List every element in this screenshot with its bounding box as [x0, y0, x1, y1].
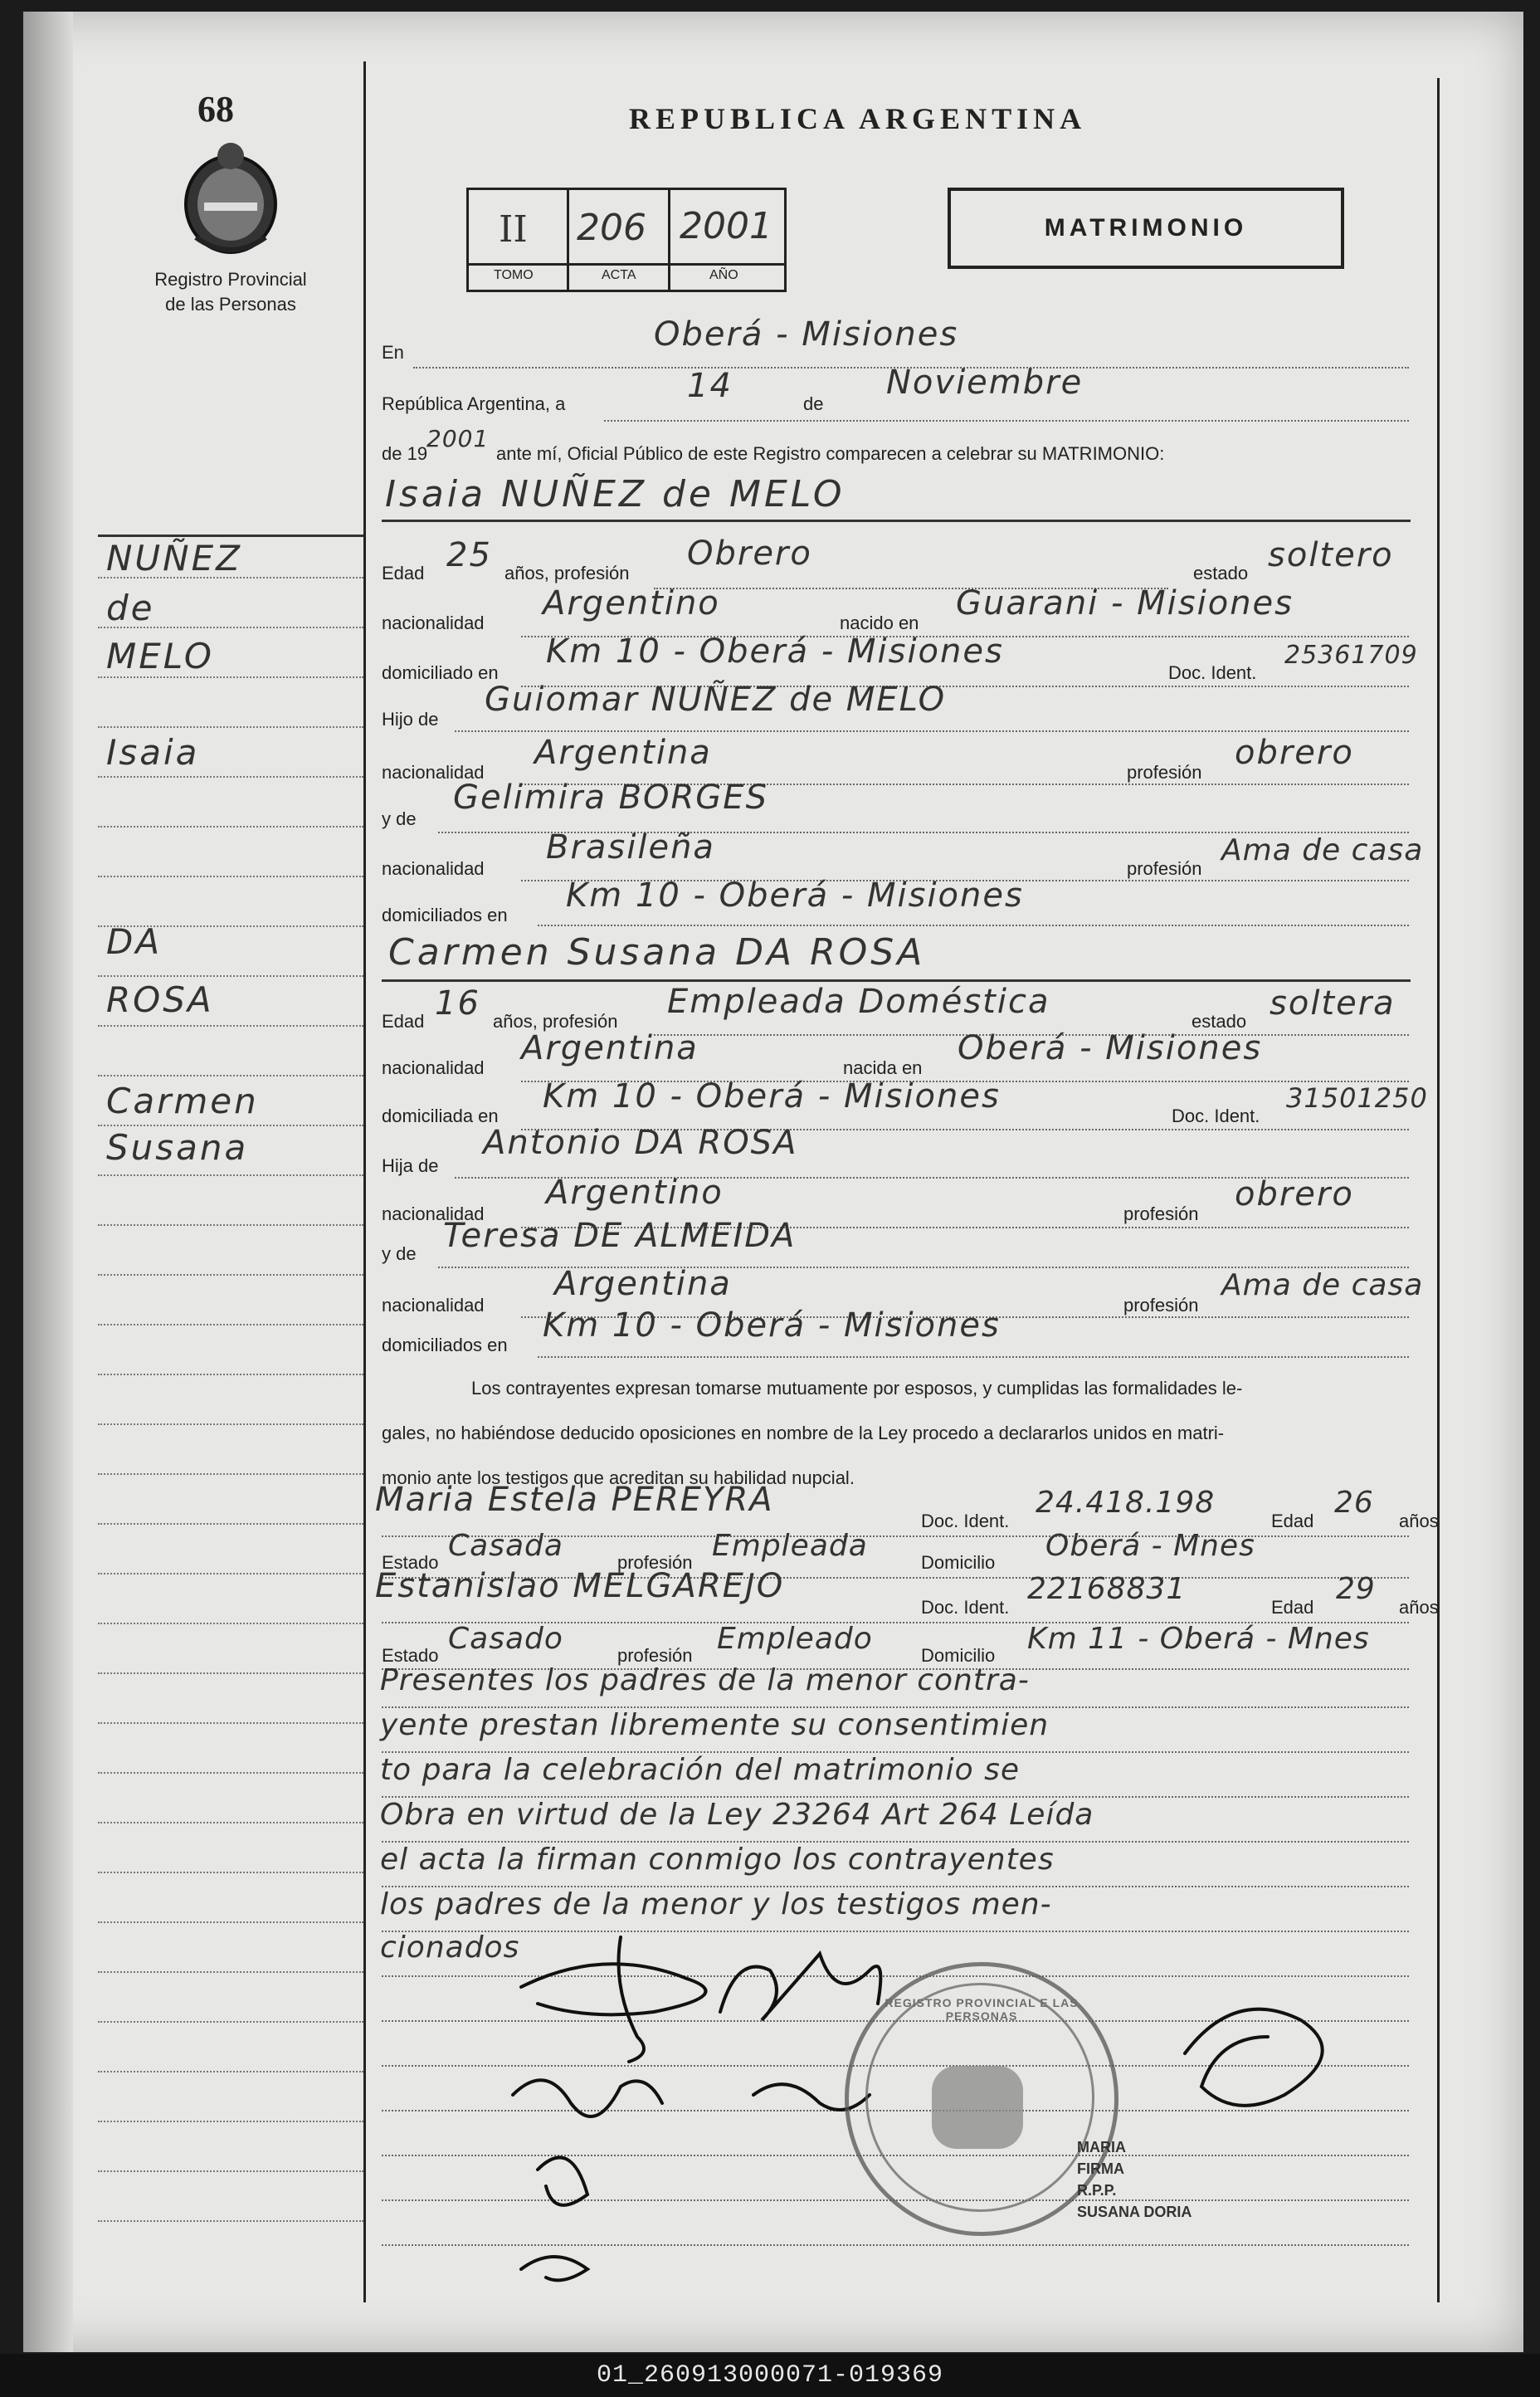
day-field: 14	[687, 367, 733, 405]
bride-doc-label: Doc. Ident.	[1172, 1106, 1260, 1126]
ano-label: AÑO	[709, 268, 738, 282]
bride-domiciliados-label: domiciliados en	[382, 1335, 508, 1355]
margin-bride-given1: Carmen	[106, 1081, 259, 1121]
month-field: Noviembre	[886, 364, 1084, 402]
witness2-profesion-label: profesión	[617, 1645, 693, 1666]
groom-domiciliado-label: domiciliado en	[382, 662, 499, 683]
witness1-estado: Casada	[448, 1529, 563, 1563]
groom-mother-profession: Ama de casa	[1221, 833, 1424, 867]
bride-hija-label: Hija de	[382, 1155, 439, 1176]
witness1-profesion-label: profesión	[617, 1552, 693, 1573]
witness2-anos-label: años	[1399, 1597, 1439, 1618]
groom-father-nationality: Argentina	[534, 734, 712, 772]
margin-groom-surname1: NUÑEZ	[106, 538, 242, 579]
notes-line5: el acta la firman conmigo los contrayentes	[380, 1843, 1055, 1877]
place-field: Oberá - Misiones	[654, 315, 959, 354]
bride-estado-label: estado	[1192, 1011, 1247, 1032]
witness2-estado: Casado	[448, 1622, 563, 1656]
groom-edad-label: Edad	[382, 563, 425, 583]
witness1-age: 26	[1334, 1486, 1374, 1520]
groom-father-nationality-label: nacionalidad	[382, 762, 485, 783]
groom-estado: soltero	[1268, 536, 1394, 574]
margin-bride-surname1: DA	[106, 921, 163, 962]
margin-bride-surname2: ROSA	[106, 979, 214, 1020]
bride-nacida-label: nacida en	[843, 1057, 923, 1078]
country-heading: REPUBLICA ARGENTINA	[629, 102, 1087, 135]
bride-doc: 31501250	[1286, 1082, 1428, 1114]
acta-label: ACTA	[602, 268, 636, 282]
stamp-ring-text: REGISTRO PROVINCIAL E LAS PERSONAS	[885, 1996, 1079, 2023]
bride-anos-profesion-label: años, profesión	[493, 1011, 618, 1032]
bride-edad-label: Edad	[382, 1011, 425, 1032]
bride-domiciliada-label: domiciliada en	[382, 1106, 499, 1126]
bride-mother-profession-label: profesión	[1123, 1295, 1199, 1316]
witness2-edad-label: Edad	[1271, 1597, 1314, 1618]
officer-line4: SUSANA DORIA	[1077, 2204, 1192, 2220]
groom-mother: Gelimira BORGES	[453, 779, 768, 817]
groom-nacido-label: nacido en	[840, 613, 919, 633]
notes-line2: yente prestan libremente su consentimien	[380, 1708, 1050, 1742]
margin-divider	[363, 61, 366, 2302]
witness1-name: Maria Estela PEREYRA	[375, 1481, 774, 1519]
groom-mother-nationality: Brasileña	[546, 828, 715, 867]
groom-profession: Obrero	[687, 535, 812, 573]
officer-signature-block	[1077, 2136, 1351, 2223]
groom-anos-profesion-label: años, profesión	[504, 563, 630, 583]
tomo-label: TOMO	[494, 268, 534, 282]
record-box	[466, 188, 787, 292]
de-label: de	[803, 393, 824, 414]
groom-nacionalidad-label: nacionalidad	[382, 613, 485, 633]
registry-line2: de las Personas	[165, 294, 296, 315]
notes-line3: to para la celebración del matrimonio se	[380, 1753, 1020, 1787]
witness1-address: Oberá - Mnes	[1045, 1529, 1255, 1563]
witness1-anos-label: años	[1399, 1511, 1439, 1531]
declaration-line3: monio ante los testigos que acreditan su habilidad nupcial.	[382, 1467, 855, 1488]
act-type-label: MATRIMONIO	[1044, 214, 1248, 242]
bride-address: Km 10 - Oberá - Misiones	[543, 1077, 1001, 1116]
witness1-doc: 24.418.198	[1036, 1486, 1216, 1520]
margin-groom-surname2: de	[106, 588, 155, 628]
bride-nationality: Argentina	[521, 1029, 699, 1067]
scan-reference: 01_260913000071-019369	[0, 2354, 1540, 2397]
tomo-value: II	[499, 208, 528, 251]
declaration-line2: gales, no habiéndose deducido oposiciones en nombre de la Ley procedo a declararlos unidos en matri-	[382, 1423, 1225, 1443]
bride-estado: soltera	[1270, 984, 1396, 1023]
margin-bride-given2: Susana	[106, 1127, 249, 1168]
groom-mother-nationality-label: nacionalidad	[382, 858, 485, 879]
notes-line6: los padres de la menor y los testigos men-	[380, 1887, 1052, 1921]
margin-groom-given: Isaia	[106, 732, 200, 773]
groom-nationality: Argentino	[543, 584, 720, 622]
bride-father-nationality: Argentino	[546, 1174, 724, 1212]
bride-yde-label: y de	[382, 1243, 417, 1264]
en-label: En	[382, 342, 404, 363]
groom-hijo-label: Hijo de	[382, 709, 439, 730]
declaration-line1: Los contrayentes expresan tomarse mutuamente por esposos, y cumplidas las formalidades le-	[471, 1378, 1243, 1399]
bride-birthplace: Oberá - Misiones	[958, 1029, 1263, 1067]
bride-father-nationality-label: nacionalidad	[382, 1203, 485, 1224]
witness1-doc-label: Doc. Ident.	[921, 1511, 1010, 1531]
registry-line1: Registro Provincial	[154, 269, 307, 290]
document-page	[23, 12, 1523, 2352]
republica-label: República Argentina, a	[382, 393, 566, 414]
bride-father-profession-label: profesión	[1123, 1203, 1199, 1224]
bride-mother-profession: Ama de casa	[1221, 1268, 1424, 1302]
witness2-doc-label: Doc. Ident.	[921, 1597, 1010, 1618]
witness1-domicilio-label: Domicilio	[921, 1552, 996, 1573]
witness2-age: 29	[1336, 1572, 1376, 1606]
notes-line7: cionados	[380, 1931, 520, 1965]
groom-doc-label: Doc. Ident.	[1168, 662, 1257, 683]
groom-father-profession-label: profesión	[1127, 762, 1202, 783]
witness2-address: Km 11 - Oberá - Mnes	[1027, 1622, 1370, 1656]
groom-age: 25	[446, 536, 492, 574]
witness2-estado-label: Estado	[382, 1645, 439, 1666]
witness2-name: Estanislao MELGAREJO	[375, 1567, 785, 1605]
officer-line2: FIRMA	[1077, 2160, 1124, 2177]
groom-mother-profession-label: profesión	[1127, 858, 1202, 879]
registry-name	[123, 267, 339, 317]
witness1-estado-label: Estado	[382, 1552, 439, 1573]
groom-father-profession: obrero	[1235, 734, 1354, 772]
bride-nacionalidad-label: nacionalidad	[382, 1057, 485, 1078]
notes-line4: Obra en virtud de la Ley 23264 Art 264 Leída	[380, 1798, 1094, 1832]
groom-parents-address: Km 10 - Oberá - Misiones	[566, 876, 1024, 915]
bride-mother-nationality: Argentina	[554, 1265, 732, 1303]
witness2-profession: Empleado	[717, 1622, 873, 1656]
bride-full-name: Carmen Susana DA ROSA	[388, 931, 926, 974]
notes-line1: Presentes los padres de la menor contra-	[380, 1663, 1030, 1697]
ano-value: 2001	[680, 205, 772, 247]
bride-age: 16	[435, 984, 480, 1023]
bride-mother: Teresa DE ALMEIDA	[443, 1217, 797, 1255]
act-type-box	[948, 188, 1344, 269]
ante-text: ante mí, Oficial Público de este Registro comparecen a celebrar su MATRIMONIO:	[496, 443, 1165, 464]
groom-estado-label: estado	[1193, 563, 1249, 583]
de19-label: de 19	[382, 443, 428, 464]
year-field: 2001	[426, 425, 490, 452]
bride-parents-address: Km 10 - Oberá - Misiones	[543, 1306, 1001, 1345]
groom-domiciliados-label: domiciliados en	[382, 905, 508, 925]
officer-line3: R.P.P.	[1077, 2182, 1117, 2199]
acta-value: 206	[577, 207, 646, 249]
witness2-doc: 22168831	[1027, 1572, 1187, 1606]
groom-full-name: Isaia NUÑEZ de MELO	[385, 473, 846, 515]
officer-line1: MARIA	[1077, 2139, 1126, 2155]
groom-address: Km 10 - Oberá - Misiones	[546, 632, 1004, 671]
groom-doc: 25361709	[1284, 641, 1418, 670]
bride-mother-nationality-label: nacionalidad	[382, 1295, 485, 1316]
witness1-profession: Empleada	[712, 1529, 868, 1563]
page-number: 68	[197, 89, 234, 129]
bride-profession: Empleada Doméstica	[667, 983, 1050, 1021]
right-border	[1437, 78, 1440, 2302]
witness2-domicilio-label: Domicilio	[921, 1645, 996, 1666]
groom-yde-label: y de	[382, 808, 417, 829]
bride-father: Antonio DA ROSA	[483, 1124, 798, 1162]
witness1-edad-label: Edad	[1271, 1511, 1314, 1531]
groom-father: Guiomar NUÑEZ de MELO	[485, 681, 947, 719]
bride-father-profession: obrero	[1235, 1175, 1354, 1213]
groom-birthplace: Guarani - Misiones	[956, 584, 1294, 622]
coat-of-arms-emblem	[179, 138, 282, 259]
margin-groom-surname3: MELO	[106, 636, 214, 676]
